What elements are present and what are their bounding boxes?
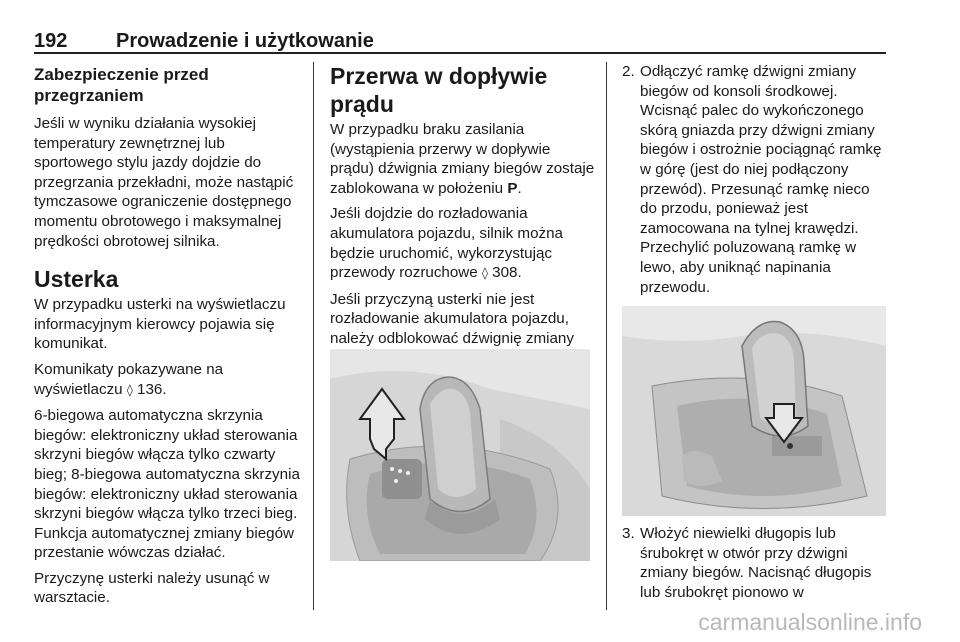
- paragraph-lever-locked: W przypadku braku zasilania (wystąpienia przerwy w dopływie prądu) dźwignia zmiany biegów zostaje zablokowana w położeniu P.: [330, 121, 595, 197]
- watermark: carmanualsonline.info: [698, 609, 922, 635]
- column-middle: [330, 62, 598, 398]
- step-2: [622, 62, 890, 297]
- step-text: Odłączyć ramkę dźwigni zmiany biegów od konsoli środkowej. Wcisnąć palec do wykończonego skórą gniazda przy dźwigni zmiany biegów i ostrożnie pociągnąć ramkę w górę (jest do niej podłączony przewód). Przesunąć ramkę nieco do przodu, ponieważ jest zamocowana na tylnej krawędzi. Przechylić poluzowaną ramkę w lewo, aby uniknąć napinania przewodu.: [640, 63, 882, 296]
- section-heading-fault: Usterka: [34, 266, 119, 293]
- paragraph-workshop: Przyczynę usterki należy usunąć w warsztacie.: [34, 569, 270, 607]
- column-right-continued: [622, 524, 890, 606]
- step-number: 2.: [622, 63, 635, 80]
- cross-reference-icon: ◊: [126, 382, 133, 397]
- paragraph-jump-start: Jeśli dojdzie do rozładowania akumulatora pojazdu, silnik można będzie uruchomić, wykorzystując przewody rozruchowe ◊ 308.: [330, 205, 563, 282]
- gear-lever-illustration-2: [622, 306, 886, 516]
- section-heading-power-cut: Przerwa w dopływie prądu: [330, 63, 548, 117]
- page-title: Prowadzenie i użytkowanie: [116, 30, 374, 52]
- header-rule: [34, 52, 886, 54]
- step-text: Włożyć niewielki długopis lub śrubokręt w otwór przy dźwigni zmiany biegów. Nacisnąć długopis lub śrubokręt pionowo w: [640, 525, 872, 601]
- page-header: [34, 30, 886, 52]
- column-divider: [606, 62, 607, 610]
- cross-reference-page[interactable]: 136.: [137, 380, 167, 398]
- paragraph-overheat: Jeśli w wyniku działania wysokiej temperatury zewnętrznej lub sportowego stylu jazdy dojdzie do przegrzania przekładni, może nastąpić tymczasowe ograniczenie dostępnego momentu obrotowego i maksymalnej prędkości obrotowej silnika.: [34, 115, 294, 250]
- gear-position-label: P: [507, 179, 518, 197]
- cross-reference-page[interactable]: 308.: [492, 264, 522, 282]
- paragraph-fault-message: W przypadku usterki na wyświetlaczu informacyjnym kierowcy pojawia się komunikat.: [34, 296, 286, 353]
- cross-reference-icon: ◊: [481, 266, 488, 281]
- paragraph-display-messages: Komunikaty pokazywane na wyświetlaczu ◊ 136.: [34, 360, 224, 398]
- paragraph-gearbox-fault: 6-biegowa automatyczna skrzynia biegów: elektroniczny układ sterowania skrzyni biegów włącza tylko czwarty bieg; 8-biegowa automatyczna skrzynia biegów: elektroniczny układ sterowania skrzyni biegów włącza tylko trzeci bieg. Funkcja automatycznej zmiany biegów przestanie wówczas działać.: [34, 407, 300, 562]
- column-right: [622, 62, 890, 301]
- gear-lever-illustration-1: [330, 349, 590, 561]
- page-number: 192: [34, 30, 68, 52]
- step-number: 3.: [622, 525, 635, 542]
- column-left: [34, 62, 306, 614]
- paragraph-unlock-lever: Jeśli przyczyną usterki nie jest rozładowanie akumulatora pojazdu, należy odblokować dźwignię zmiany: [330, 290, 574, 347]
- section-heading-overheat: Zabezpieczenie przed przegrzaniem: [34, 65, 209, 105]
- column-divider: [313, 62, 314, 610]
- step-3: [622, 524, 890, 602]
